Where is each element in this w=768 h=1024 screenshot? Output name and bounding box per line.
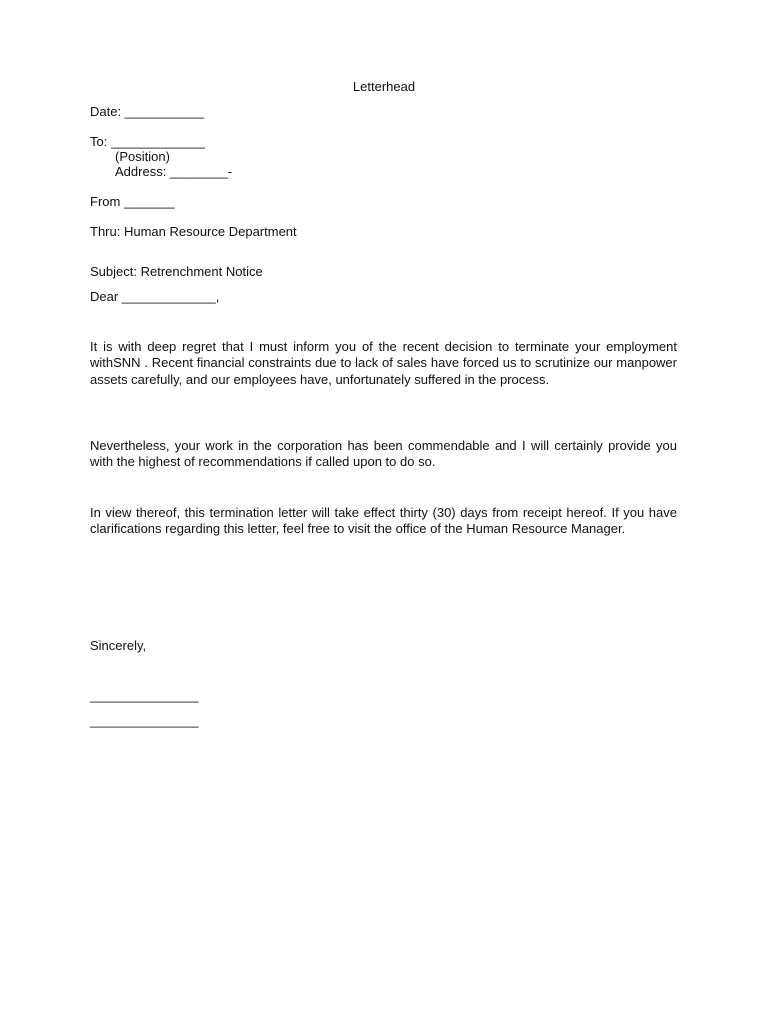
signature-line-2: _______________ xyxy=(90,713,199,728)
to-line: To: _____________ xyxy=(90,134,205,149)
signature-line-1: _______________ xyxy=(90,688,199,703)
body-paragraph-2: Nevertheless, your work in the corporation has been commendable and I will certainly provide you with the highest of recommendations if called upon to do so. xyxy=(90,438,677,470)
letterhead-title: Letterhead xyxy=(352,79,416,94)
from-line: From _______ xyxy=(90,194,175,209)
thru-line: Thru: Human Resource Department xyxy=(90,224,297,239)
closing: Sincerely, xyxy=(90,638,147,653)
body-paragraph-3: In view thereof, this termination letter will take effect thirty (30) days from receipt hereof. If you have clarifications regarding this letter, feel free to visit the office of the Human Resource Manager. xyxy=(90,505,677,537)
body-paragraph-1: It is with deep regret that I must inform you of the recent decision to terminate your employment withSNN . Recent financial constraints due to lack of sales have forced us to scrutinize our manpower assets carefully, and our employees have, unfortunately suffered in the process. xyxy=(90,339,677,387)
salutation: Dear _____________, xyxy=(90,289,220,304)
date-line: Date: ___________ xyxy=(90,104,205,119)
subject-line: Subject: Retrenchment Notice xyxy=(90,264,263,279)
address-line: Address: ________- xyxy=(115,164,233,179)
position-line: (Position) xyxy=(115,149,170,164)
